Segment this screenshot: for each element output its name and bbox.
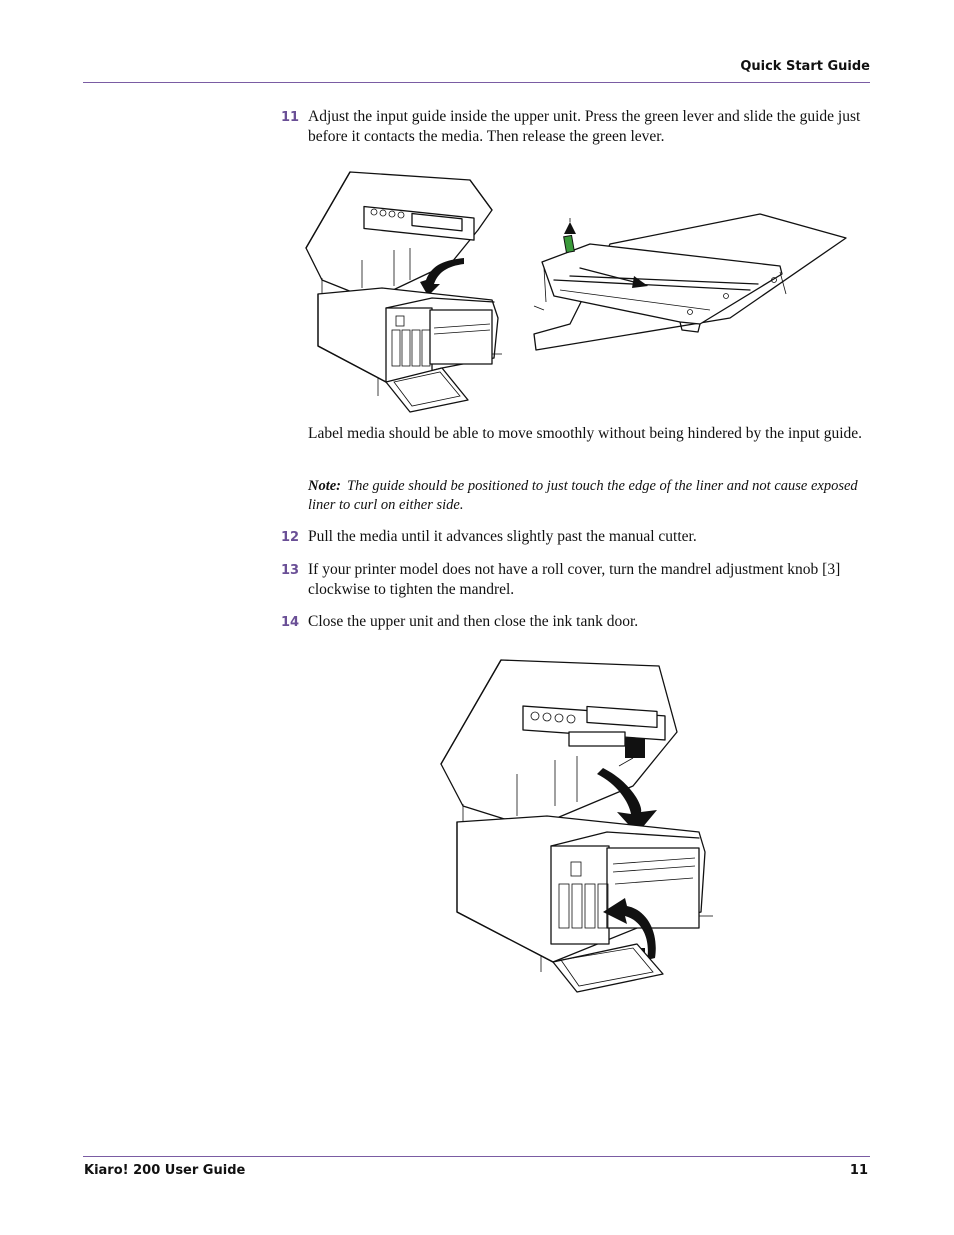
media-paragraph: Label media should be able to move smoothly without being hindered by the input guide. (308, 425, 863, 442)
step-text-14: Close the upper unit and then close the ink tank door. (308, 613, 639, 630)
step-text-13: If your printer model does not have a roll cover, turn the mandrel adjustment knob [3] clockwise to tighten the mandrel. (308, 561, 841, 598)
step-number-11: 11 (281, 110, 300, 125)
step-number-13: 13 (281, 563, 300, 578)
input-guide-illustration (530, 214, 850, 354)
note-text: The guide should be positioned to just touch the edge of the liner and not cause exposed liner to curl on either side. (308, 478, 858, 513)
running-header: Quick Start Guide (740, 59, 870, 74)
note-block (308, 477, 873, 515)
step-number-14: 14 (281, 615, 300, 630)
note-label: Note: (308, 478, 342, 494)
step-text-11: Adjust the input guide inside the upper unit. Press the green lever and slide the guide just before it contacts the media. Then release the green lever. (308, 108, 861, 145)
footer-rule (83, 1156, 870, 1157)
step-number-12: 12 (281, 530, 300, 545)
footer-page-number: 11 (849, 1163, 868, 1178)
printer-open-illustration (302, 168, 512, 403)
printer-close-illustration (437, 656, 727, 996)
header-rule (83, 82, 870, 83)
step-text-12: Pull the media until it advances slightly past the manual cutter. (308, 528, 697, 545)
footer-doc-title: Kiaro! 200 User Guide (84, 1163, 246, 1178)
